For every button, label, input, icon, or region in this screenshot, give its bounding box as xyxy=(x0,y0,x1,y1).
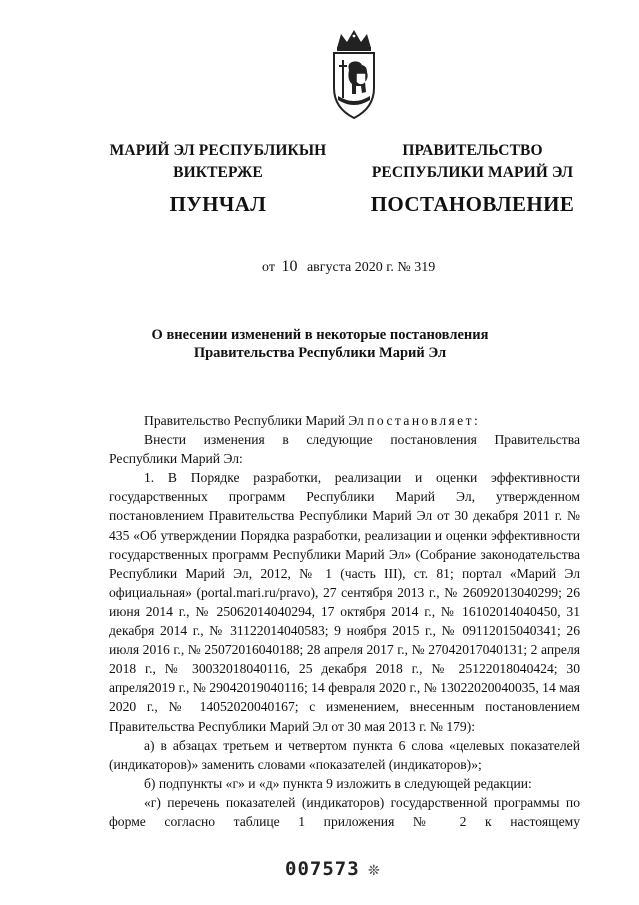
header-left-line1: МАРИЙ ЭЛ РЕСПУБЛИКЫН xyxy=(109,142,327,159)
title-line2: Правительства Республики Марий Эл xyxy=(193,345,447,361)
paragraph-decree-verb: постановляет: xyxy=(367,413,481,428)
paragraph-item-a: а) в абзацах третьем и четвертом пункта 6 слова «целевых показателей (индикаторов)» заменить словами «показателей (индикаторов)»; xyxy=(109,737,580,772)
header-left xyxy=(103,140,333,215)
header-right-big: ПОСТАНОВЛЕНИЕ xyxy=(370,192,575,216)
paragraph-item-1: 1. В Порядке разработки, реализации и оценки эффективности государственных программ Республики Марий Эл, утвержденном постановлением Правительства Республики Марий Эл от 30 декабря 2011 г. № 435 «Об утверждении Порядка разработки, реализации и оценки эффективности государственных программ Республики Марий Эл» (Собрание законодательства Республики Марий Эл, 2012, № 1 (часть III), ст. 81; портал «Марий Эл официальная» (portal.mari.ru/pravo), 27 сентября 2013 г., № 26092013040299; 26 июня 2014 г., № 25062014040294, 17 октября 2014 г., № 16102014040450, 31 декабря 2014 г., № 31122014040583; 9 ноября 2015 г., № 09112015040341; 26 июля 2016 г., № 25072016040188; 28 апреля 2017 г., № 27042017040131; 2 апреля 2018 г., № 30032018040116, 25 декабря 2018 г., № 25122018040424; 30 апреля2019 г., № 29042019040116; 14 февраля 2020 г., № 13022020040035, 14 мая 2020 г., № 14052020040167; с изменением, внесенным постановлением Правительства Республики Марий Эл от 30 мая 2013 г. № 179): xyxy=(109,470,580,734)
paragraph-intro: Внести изменения в следующие постановления Правительства Республики Марий Эл: xyxy=(109,432,580,467)
coat-of-arms-icon xyxy=(329,26,379,120)
title-line1: О внесении изменений в некоторые постановления xyxy=(151,327,489,343)
decree-number: 319 xyxy=(414,260,436,275)
header-right-line2: РЕСПУБЛИКИ МАРИЙ ЭЛ xyxy=(371,164,574,181)
paragraph-item-b: б) подпункты «г» и «д» пункта 9 изложить в следующей редакции: xyxy=(144,775,532,791)
header-left-line2: ВИКТЕРЖЕ xyxy=(173,164,263,181)
serial-number: 007573 xyxy=(285,858,360,880)
footer-mark-icon: ❊ xyxy=(368,864,380,879)
paragraph-decree-subject: Правительство Республики Марий Эл xyxy=(144,413,364,428)
document-body xyxy=(109,411,580,831)
header-left-big: ПУНЧАЛ xyxy=(169,192,267,216)
document-title xyxy=(120,326,520,362)
header-right-line1: ПРАВИТЕЛЬСТВО xyxy=(402,142,543,159)
date-day: 10 xyxy=(281,258,298,275)
date-line xyxy=(262,258,435,276)
paragraph-decree xyxy=(109,411,580,430)
header-right xyxy=(365,140,580,215)
date-prefix: от xyxy=(262,260,275,275)
paragraph-item-g: «г) перечень показателей (индикаторов) государственной программы по форме согласно таблице 1 приложения № 2 к настоящему xyxy=(109,794,580,829)
date-rest: августа 2020 г. № xyxy=(306,260,411,275)
